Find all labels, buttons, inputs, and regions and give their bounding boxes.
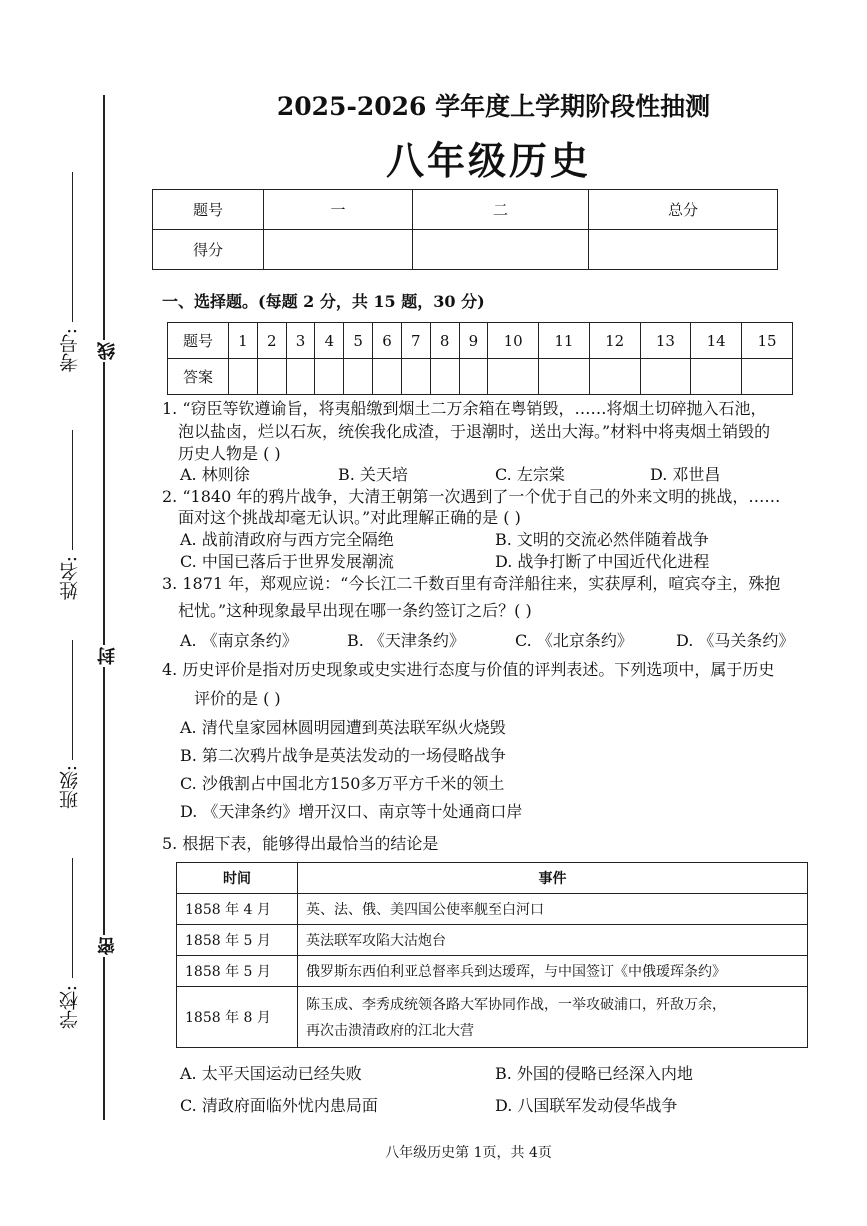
question-4-option-c: C. 沙俄割占中国北方150多万平方千米的领土 [180,774,505,793]
score-cell-part1 [264,230,413,270]
answer-header-label: 题号 [168,323,229,359]
answer-cell-3 [286,359,315,395]
answer-cell-10 [488,359,539,395]
question-3-option-c: C. 《北京条约》 [515,631,633,650]
event-time-3: 1858 年 5 月 [177,956,298,987]
blank-school [72,858,73,978]
answer-number-1: 1 [229,323,258,359]
answer-number-2: 2 [257,323,286,359]
blank-name [72,430,73,550]
answer-cell-15 [742,359,793,395]
answer-cell-5 [344,359,373,395]
question-3-option-a: A. 《南京条约》 [180,631,298,650]
question-1-line-1: 1. “窃臣等钦遵谕旨，将夷船缴到烟土二万余箱在粤销毁，……将烟土切碎抛入石池， [162,399,767,418]
question-5-line-1: 5. 根据下表，能够得出最恰当的结论是 [162,834,439,853]
blank-exam-number [72,172,73,322]
answer-number-8: 8 [430,323,459,359]
score-cell-total [589,230,778,270]
score-header-part1: 一 [264,190,413,230]
question-1-line-3: 历史人物是 ( ) [178,444,281,463]
event-desc-2: 英法联军攻陷大沽炮台 [298,925,808,956]
answer-number-14: 14 [691,323,742,359]
event-time-2: 1858 年 5 月 [177,925,298,956]
answer-number-12: 12 [589,323,640,359]
score-row-label: 得分 [153,230,264,270]
seal-seal: 封 [95,645,121,667]
event-desc-4-line-2: 再次击溃清政府的江北大营 [306,1023,474,1039]
question-1-option-d: D. 邓世昌 [650,465,721,484]
event-time-1: 1858 年 4 月 [177,894,298,925]
question-5-option-b: B. 外国的侵略已经深入内地 [495,1064,693,1083]
exam-title: 2025-2026 学年度上学期阶段性抽测 [276,92,711,121]
question-4-option-b: B. 第二次鸦片战争是英法发动的一场侵略战争 [180,746,506,765]
answer-cell-2 [257,359,286,395]
answer-cell-7 [401,359,430,395]
answer-number-10: 10 [488,323,539,359]
label-school: 学校: [59,985,81,1030]
seal-line: 线 [95,340,121,362]
question-5-option-d: D. 八国联军发动侵华战争 [495,1096,678,1115]
event-desc-3: 俄罗斯东西伯利亚总督率兵到达瑷珲，与中国签订《中俄瑷珲条约》 [298,956,808,987]
question-2-option-d: D. 战争打断了中国近代化进程 [495,552,710,571]
answer-number-5: 5 [344,323,373,359]
answer-number-3: 3 [286,323,315,359]
event-desc-4-line-1: 陈玉成、李秀成统领各路大军协同作战，一举攻破浦口，歼敌万余， [306,997,726,1013]
score-cell-part2 [413,230,589,270]
question-2-option-c: C. 中国已落后于世界发展潮流 [180,552,394,571]
question-1-option-a: A. 林则徐 [180,465,250,484]
events-header-event: 事件 [298,863,808,894]
event-desc-4 [298,987,808,1048]
answer-cell-12 [589,359,640,395]
score-table [152,189,778,270]
question-2-line-2: 面对这个挑战却毫无认识。”对此理解正确的是 ( ) [178,508,521,527]
answer-cell-6 [373,359,402,395]
event-desc-1: 英、法、俄、美四国公使率舰至白河口 [298,894,808,925]
binding-line [103,95,105,1120]
score-header-label: 题号 [153,190,264,230]
answer-cell-11 [539,359,590,395]
events-table [176,862,808,1048]
question-2-option-a: A. 战前清政府与西方完全隔绝 [180,530,394,549]
label-exam-number: 考号: [59,328,81,373]
answer-cell-8 [430,359,459,395]
blank-class [72,640,73,760]
answer-table [167,322,793,395]
answer-number-11: 11 [539,323,590,359]
question-5-option-a: A. 太平天国运动已经失败 [180,1064,362,1083]
question-4-line-2: 评价的是 ( ) [194,689,281,708]
answer-number-13: 13 [640,323,691,359]
question-4-option-d: D. 《天津条约》增开汉口、南京等十处通商口岸 [180,802,523,821]
score-header-total: 总分 [589,190,778,230]
answer-cell-4 [315,359,344,395]
question-2-line-1: 2. “1840 年的鸦片战争，大清王朝第一次遇到了一个优于自己的外来文明的挑战，…… [162,487,781,506]
seal-secret: 密 [95,935,121,957]
question-3-option-d: D. 《马关条约》 [676,631,795,650]
answer-cell-1 [229,359,258,395]
answer-number-15: 15 [742,323,793,359]
answer-number-9: 9 [459,323,488,359]
question-1-line-2: 泡以盐卤，烂以石灰，统俟我化成渣，于退潮时，送出大海。”材料中将夷烟土销毁的 [178,422,771,441]
question-4-option-a: A. 清代皇家园林圆明园遭到英法联军纵火烧毁 [180,718,506,737]
answer-cell-13 [640,359,691,395]
label-name: 姓名: [59,556,81,601]
section-heading: 一、选择题。(每题 2 分，共 15 题，30 分) [162,292,485,311]
answer-number-4: 4 [315,323,344,359]
question-4-line-1: 4. 历史评价是指对历史现象或史实进行态度与价值的评判表述。下列选项中，属于历史 [162,660,775,679]
answer-cell-14 [691,359,742,395]
answer-number-6: 6 [373,323,402,359]
answer-number-7: 7 [401,323,430,359]
answer-cell-9 [459,359,488,395]
score-header-part2: 二 [413,190,589,230]
subject-title: 八年级历史 [385,138,591,183]
question-3-line-1: 3. 1871 年，郑观应说：“今长江二千数百里有奇洋船往来，实获厚利，喧宾夺主，殊抱 [162,574,781,593]
label-class: 班级: [59,765,81,810]
question-1-option-c: C. 左宗棠 [495,465,565,484]
question-3-option-b: B. 《天津条约》 [347,631,465,650]
question-3-line-2: 杞忧。”这种现象最早出现在哪一条约签订之后？( ) [178,601,532,620]
question-5-option-c: C. 清政府面临外忧内患局面 [180,1096,378,1115]
page-footer: 八年级历史第 1页，共 4页 [385,1145,552,1161]
question-1-option-b: B. 关天培 [338,465,408,484]
answer-row-label: 答案 [168,359,229,395]
events-header-time: 时间 [177,863,298,894]
question-2-option-b: B. 文明的交流必然伴随着战争 [495,530,709,549]
event-time-4: 1858 年 8 月 [177,987,298,1048]
